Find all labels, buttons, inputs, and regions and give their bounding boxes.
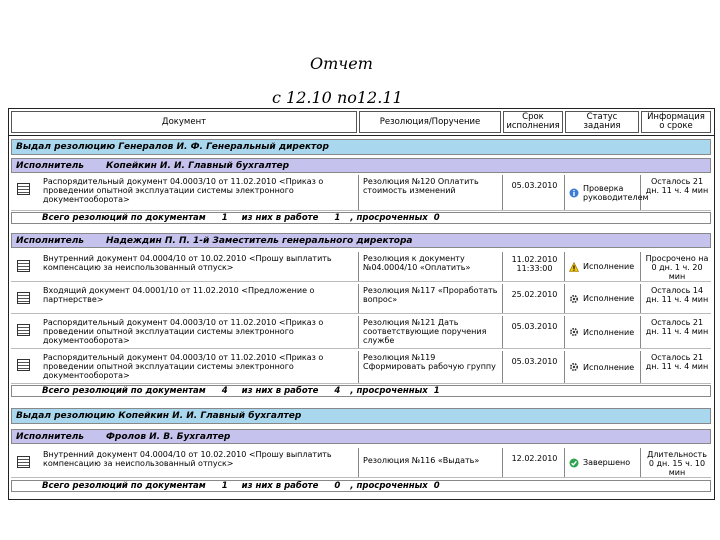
executor-label: Исполнитель — [16, 431, 84, 442]
summary-label: Всего резолюций по документам — [42, 386, 206, 396]
doc-cell[interactable]: Входящий документ 04.0001/10 от 11.02.2010 <Предложение о партнерстве> — [41, 284, 359, 313]
status-text: Проверка руководителем — [583, 183, 649, 202]
summary-row — [11, 480, 711, 492]
summary-overdue: 0 — [433, 213, 440, 223]
summary-total: 1 — [221, 481, 228, 491]
doc-cell[interactable]: Распорядительный документ 04.0003/10 от 11.02.2010 <Приказ о проведении опытной эксплуатации системы электронного документооборота> — [41, 175, 359, 210]
executor-name: Копейкин И. И. Главный бухгалтер — [106, 160, 290, 171]
document-icon — [17, 456, 30, 468]
resolution-cell: Резолюция №121 Дать соответствующие поручения службе — [361, 316, 503, 348]
summary-label: Всего резолюций по документам — [42, 481, 206, 491]
status-cell — [567, 284, 641, 313]
executor-band — [11, 233, 711, 248]
summary-label3: , просроченных — [350, 386, 428, 396]
info-icon — [569, 188, 579, 198]
doc-cell[interactable]: Внутренний документ 04.0004/10 от 10.02.2010 <Прошу выплатить компенсацию за неиспользованный отпуск> — [41, 252, 359, 281]
info-cell: Осталось 21 дн. 11 ч. 4 мин — [645, 177, 709, 195]
document-icon — [17, 359, 30, 371]
doc-cell[interactable]: Распорядительный документ 04.0003/10 от 11.02.2010 <Приказ о проведении опытной эксплуатации системы электронного документооборота> — [41, 316, 359, 348]
summary-label: Всего резолюций по документам — [42, 213, 206, 223]
document-icon — [17, 183, 30, 195]
doc-cell[interactable]: Распорядительный документ 04.0003/10 от 11.02.2010 <Приказ о проведении опытной эксплуатации системы электронного документооборота> — [41, 351, 359, 383]
due-cell: 05.03.2010 — [505, 316, 565, 348]
document-icon — [17, 292, 30, 304]
summary-overdue: 0 — [433, 481, 440, 491]
header-document: Документ — [11, 111, 357, 133]
summary-label2: из них в работе — [241, 213, 319, 223]
executor-name: Фролов И. В. Бухгалтер — [106, 431, 231, 442]
status-text: Исполнение — [583, 294, 635, 303]
header-resolution: Резолюция/Поручение — [359, 111, 501, 133]
resolution-cell: Резолюция №120 Оплатить стоимость изменений — [361, 175, 503, 210]
document-icon — [17, 260, 30, 272]
summary-row — [11, 212, 711, 224]
status-text: Исполнение — [583, 327, 635, 337]
status-text: Исполнение — [583, 362, 635, 372]
summary-row — [11, 385, 711, 397]
gear-icon — [569, 362, 579, 372]
status-cell — [567, 351, 641, 383]
status-cell — [567, 448, 641, 477]
status-cell — [567, 316, 641, 348]
report-period: с 12.10 по12.11 — [272, 88, 403, 107]
executor-name: Надеждин П. П. 1-й Заместитель генерального директора — [106, 235, 413, 246]
table-row[interactable] — [11, 284, 711, 314]
header-status: Статус задания — [565, 111, 639, 133]
info-cell: Осталось 21 дн. 11 ч. 4 мин — [645, 353, 709, 371]
table-row[interactable] — [11, 448, 711, 478]
summary-in-work: 1 — [334, 213, 341, 223]
document-icon — [17, 324, 30, 336]
status-cell — [567, 252, 641, 281]
table-row[interactable] — [11, 175, 711, 211]
resolution-cell: Резолюция к документу №04.0004/10 «Оплатить» — [361, 252, 503, 281]
summary-overdue: 1 — [433, 386, 440, 396]
status-text: Исполнение — [583, 262, 635, 271]
report-table — [8, 108, 715, 500]
resolution-cell: Резолюция №116 «Выдать» — [361, 448, 503, 477]
info-cell: Осталось 14 дн. 11 ч. 4 мин — [645, 286, 709, 304]
executor-label: Исполнитель — [16, 235, 84, 246]
warning-icon — [569, 262, 579, 272]
summary-total: 1 — [221, 213, 228, 223]
resolution-cell: Резолюция №117 «Проработать вопрос» — [361, 284, 503, 313]
summary-label2: из них в работе — [241, 481, 319, 491]
summary-total: 4 — [221, 386, 228, 396]
header-due: Срок исполнения — [503, 111, 563, 133]
status-cell — [567, 175, 649, 210]
due-cell: 12.02.2010 — [505, 448, 565, 477]
due-cell: 05.03.2010 — [505, 175, 565, 210]
resolution-cell: Резолюция №119 Сформировать рабочую группу — [361, 351, 503, 383]
resolution-band: Выдал резолюцию Копейкин И. И. Главный бухгалтер — [11, 408, 711, 424]
gear-icon — [569, 327, 579, 337]
summary-label3: , просроченных — [350, 481, 428, 491]
executor-band — [11, 158, 711, 173]
info-cell: Длительность 0 дн. 15 ч. 10 мин — [647, 450, 707, 477]
due-cell: 05.03.2010 — [505, 351, 565, 383]
gear-icon — [569, 294, 579, 304]
resolution-band: Выдал резолюцию Генералов И. Ф. Генеральный директор — [11, 139, 711, 155]
summary-label2: из них в работе — [241, 386, 319, 396]
header-info: Информация о сроке — [641, 111, 711, 133]
due-cell: 11.02.2010 11:33:00 — [505, 252, 565, 281]
summary-in-work: 0 — [334, 481, 341, 491]
table-header — [9, 109, 714, 136]
due-cell: 25.02.2010 — [505, 284, 565, 313]
check-icon — [569, 458, 579, 468]
table-row[interactable] — [11, 252, 711, 282]
table-row[interactable] — [11, 351, 711, 384]
report-title: Отчет — [310, 54, 373, 73]
executor-band — [11, 429, 711, 444]
table-row[interactable] — [11, 316, 711, 349]
summary-in-work: 4 — [334, 386, 341, 396]
info-cell: Просрочено на 0 дн. 1 ч. 20 мин — [645, 254, 709, 281]
executor-label: Исполнитель — [16, 160, 84, 171]
info-cell: Осталось 21 дн. 11 ч. 4 мин — [645, 318, 709, 336]
status-text: Завершено — [583, 458, 631, 467]
summary-label3: , просроченных — [350, 213, 428, 223]
doc-cell[interactable]: Внутренний документ 04.0004/10 от 10.02.2010 <Прошу выплатить компенсацию за неиспользованный отпуск> — [41, 448, 359, 477]
